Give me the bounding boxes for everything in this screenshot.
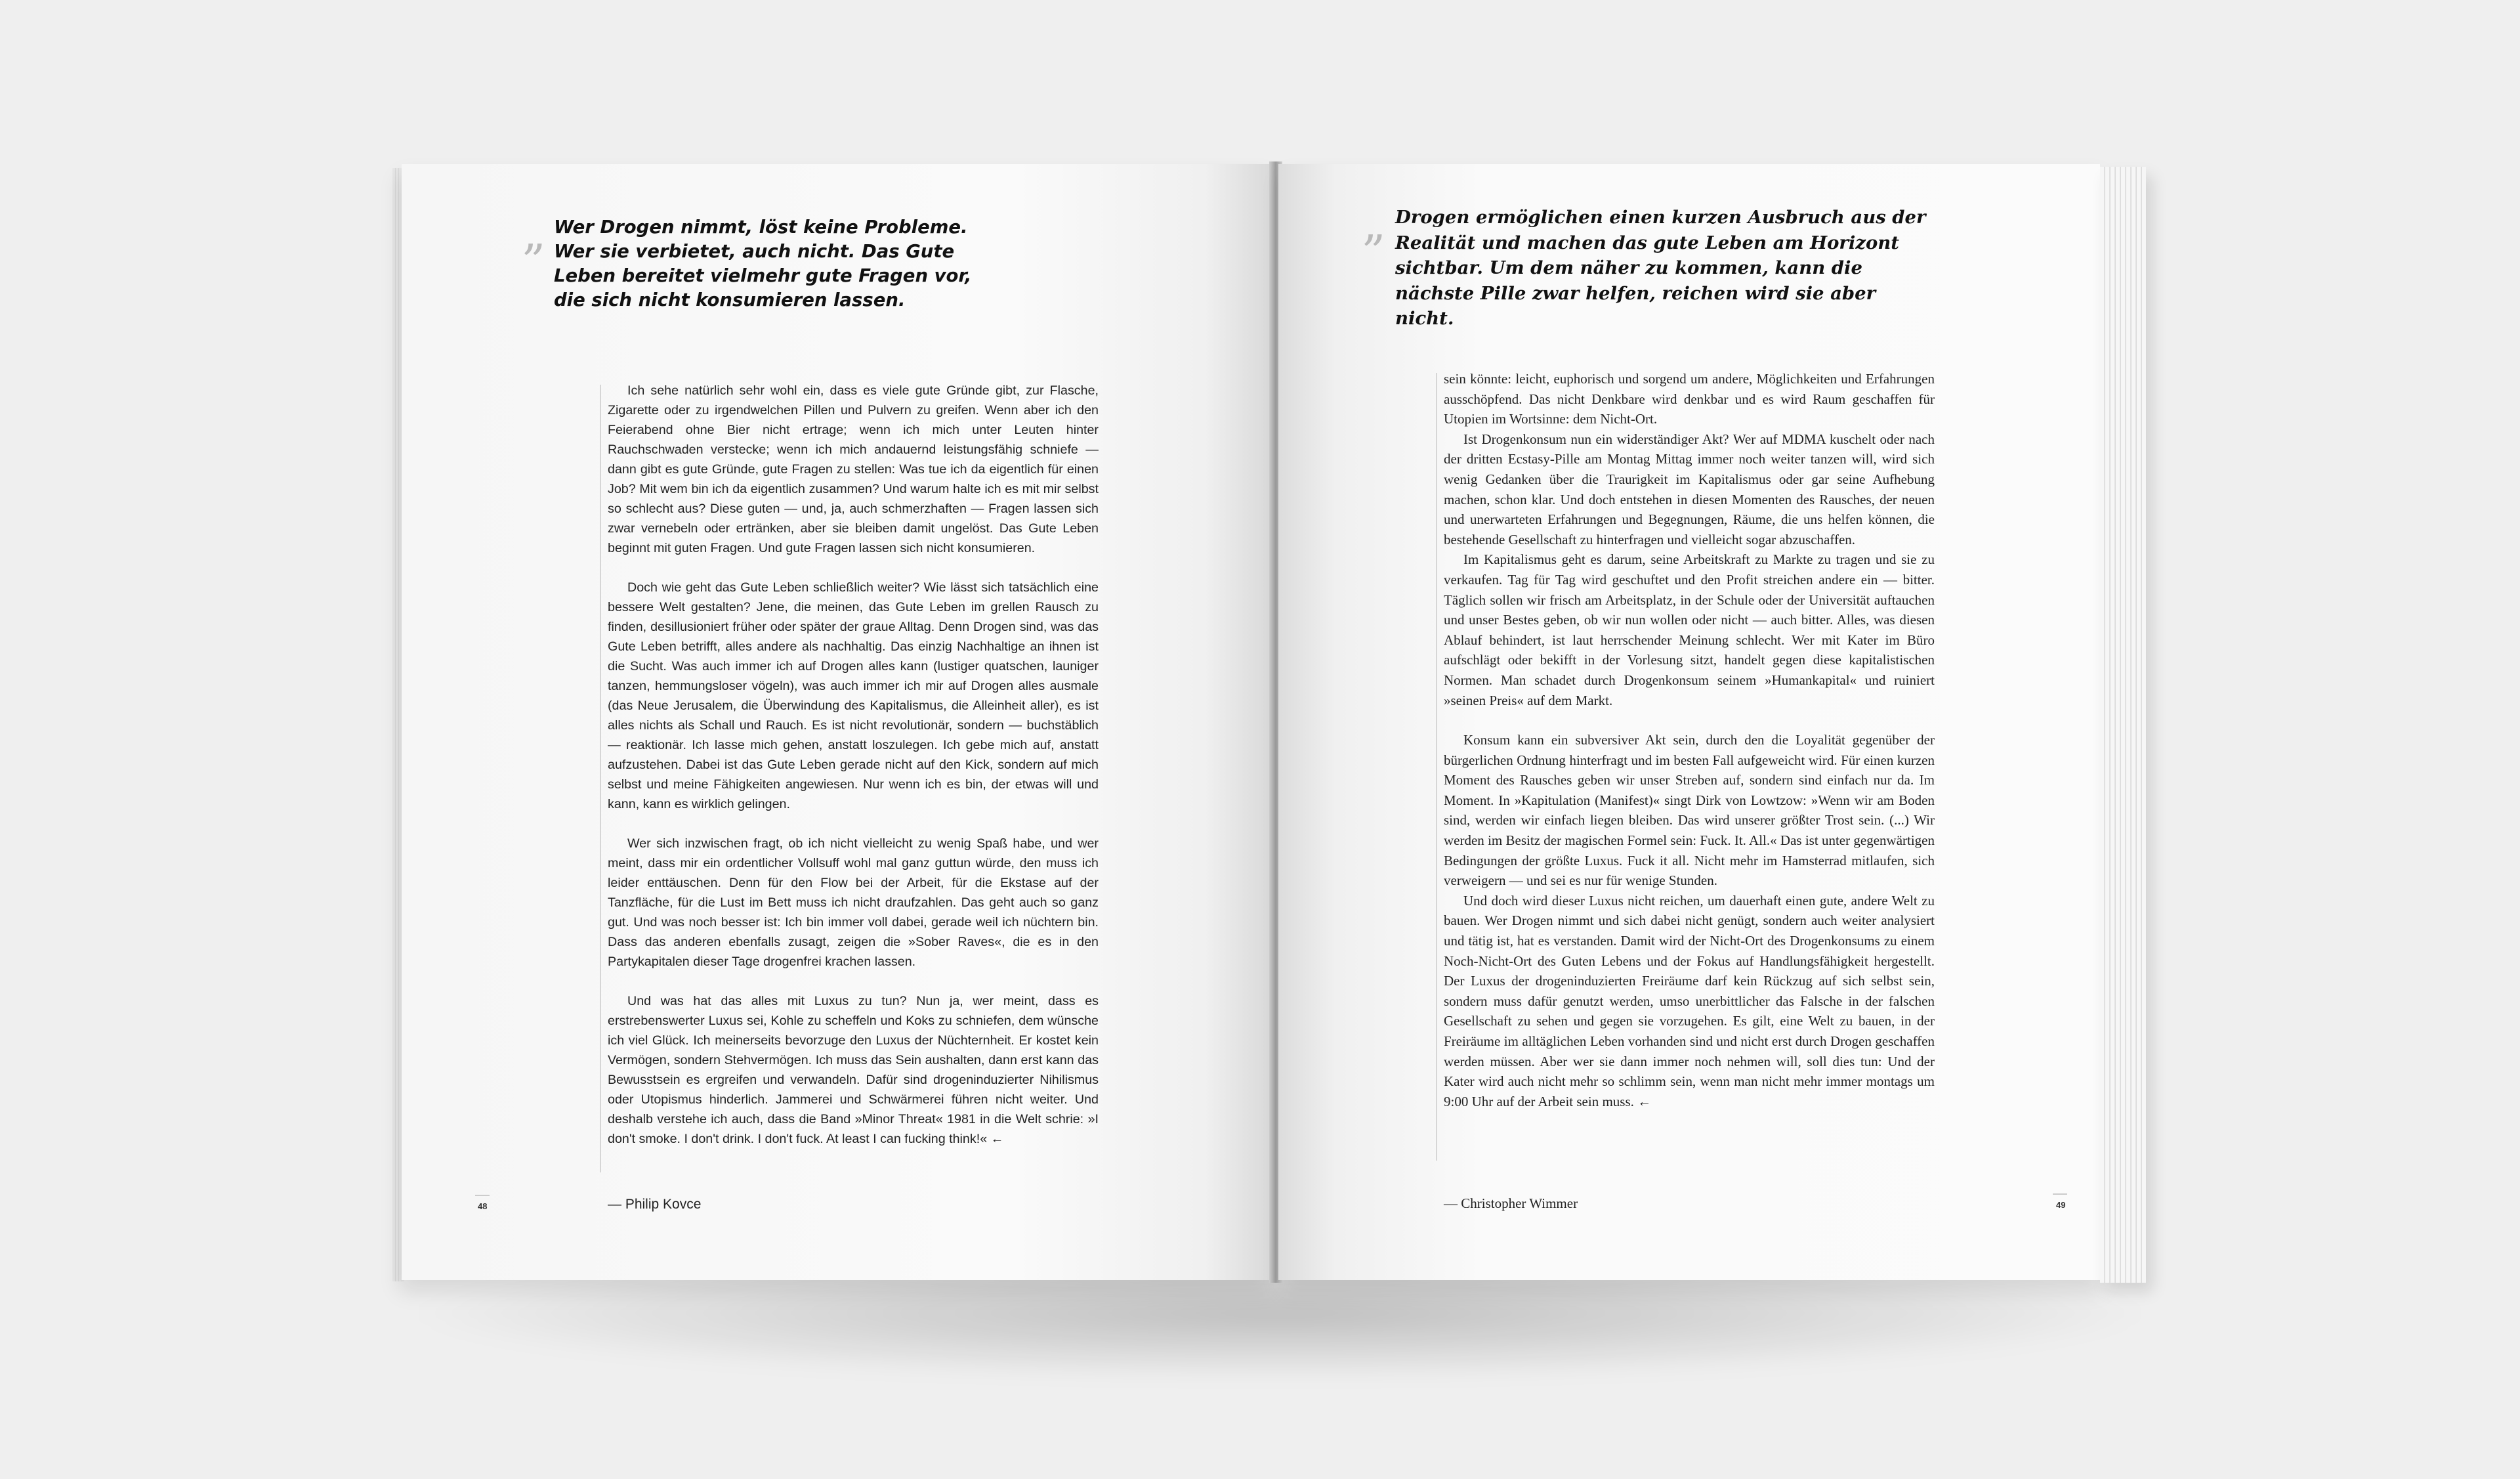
author-credit: — Philip Kovce [608, 1197, 702, 1212]
author-credit: — Christopher Wimmer [1444, 1195, 1578, 1211]
paragraph: Doch wie geht das Gute Leben schließlich weiter? Wie lässt sich tatsächlich eine bessere Welt gestalten? Jene, die meinen, das Gute Leben im grellen Rausch zu finden, desillusioniert früher oder später der graue Alltag. Denn Drogen sind, was das Gute Leben betrifft, alles andere als nachhaltig. Das einzig Nachhaltige an ihnen ist die Sucht. Was auch immer ich auf Drogen alles kann (lustiger quatschen, launiger tanzen, hemmungsloser vögeln), was auch immer ich mir auf Drogen alles ausmale (das Neue Jerusalem, die Überwindung des Kapitalismus, die Alleinheit aller), es ist alles nichts als Schall und Rauch. Es ist nicht revolutionär, sondern — buchstäblich — reaktionär. Ich lasse mich gehen, anstatt loszulegen. Ich gebe mich auf, anstatt aufzustehen. Dabei ist das Gute Leben gerade nicht auf den Kick, sondern auf mich selbst und meine Fähigkeiten angewiesen. Nur wenn ich es bin, der etwas will und kann, kann es wirklich gelingen. [608, 580, 1099, 811]
right-page-edges [2100, 167, 2146, 1283]
page-number: 48 [478, 1201, 488, 1211]
body-text [608, 381, 1099, 1149]
paragraph: Ist Drogenkonsum nun ein widerständiger Akt? Wer auf MDMA kuschelt oder nach der dritten Ecstasy-Pille am Montag Mittag immer noch weiter tanzen will, wird sich wenig Gedanken über die Traurigkeit im Kapitalismus oder gar seine Aufhebung machen, schon klar. Und doch entstehen in diesen Momenten des Rausches, der neuen und unerwarteten Erfahrungen und Begegnungen, Räume, die uns helfen können, die bestehende Gesellschaft zu hinterfragen und vielleicht sogar abzuschaffen. [1444, 431, 1935, 547]
page-number: 49 [2056, 1200, 2066, 1210]
column-rule [1436, 373, 1437, 1161]
quote-mark-icon: „ [522, 206, 547, 260]
paragraph: Konsum kann ein subversiver Akt sein, durch den die Loyalität gegenüber der bürgerlichen Ordnung hinterfragt und im besten Fall aufgeweicht wird. Für einen kurzen Moment des Rausches geben wir unser Streben auf, sondern sind einfach nur da. Im Moment. In »Kapitulation (Manifest)« singt Dirk von Lowtzow: »Wenn wir am Boden sind, werden wir einfach liegen bleiben. Das wird unserer größter Trost sein. (...) Wir werden im Besitz der magischen Formel sein: Fuck. It. All.« Das ist unter gegenwärtigen Bedingungen der größte Luxus. Fuck it all. Nicht mehr im Hamsterrad mitlaufen, sich verweigern — und sei es nur für wenige Stunden. [1444, 732, 1935, 889]
folio-rule [475, 1195, 490, 1196]
paragraph: Ich sehe natürlich sehr wohl ein, dass es viele gute Gründe gibt, zur Flasche, Zigarette oder zu irgendwelchen Pillen und Pulvern zu greifen. Wenn aber ich den Feierabend ohne Bier nicht ertrage; wenn ich mich unter Leuten hinter Rauchschwaden verstecke; wenn ich mich andauernd leistungsfähig schniefe — dann gibt es gute Gründe, gute Fragen zu stellen: Was tue ich da eigentlich für einen Job? Mit wem bin ich da eigentlich zusammen? Und warum halte ich es mit mir selbst so schlecht aus? Diese guten — und, ja, auch schmerzhaften — Fragen lassen sich zwar vernebeln oder ertränken, aber sie bleiben damit ungelöst. Das Gute Leben beginnt mit guten Fragen. Und gute Fragen lassen sich nicht konsumieren. [608, 383, 1099, 555]
folio-rule [2053, 1193, 2067, 1195]
right-page [1278, 164, 2100, 1280]
body-text [1444, 369, 1935, 1111]
paragraph: Wer sich inzwischen fragt, ob ich nicht vielleicht zu wenig Spaß habe, und wer meint, dass mir ein ordentlicher Vollsuff wohl mal ganz guttun würde, den muss ich leider enttäuschen. Denn für den Flow bei der Arbeit, für die Ekstase auf der Tanzfläche, für die Lust im Bett muss ich nicht draufzahlen. Das geht auch so ganz gut. Und was noch besser ist: Ich bin immer voll dabei, gerade weil ich nüchtern bin. Dass das anderen ebenfalls zusagt, zeigen die »Sober Raves«, die es in den Partykapitalen dieser Tage drogenfrei krachen lassen. [608, 836, 1099, 969]
paragraph: Und was hat das alles mit Luxus zu tun? Nun ja, wer meint, dass es erstrebenswerter Luxus sei, Kohle zu scheffeln und Koks zu schniefen, dem wünsche ich viel Glück. Ich meinerseits bevorzuge den Luxus der Nüchternheit. Er kostet kein Vermögen, sondern Stehvermögen. Ich muss das Sein aushalten, dann erst kann das Bewusstsein es ergreifen und verwandeln. Dafür sind drogeninduzierter Nihilismus oder Utopismus hinderlich. Jammerei und Schwärmerei führen nicht weiter. Und deshalb verstehe ich auch, dass die Band »Minor Threat« 1981 in die Welt schrie: »I don't smoke. I don't drink. I don't fuck. At least I can fucking think!« ← [608, 994, 1099, 1146]
column-rule [600, 385, 601, 1172]
paragraph: sein könnte: leicht, euphorisch und sorgend um andere, Möglichkeiten und Erfahrungen ausschöpfend. Das nicht Denkbare wird denkbar und es wird Raum geschaffen für Utopien im Wortsinne: dem Nicht-Ort. [1444, 371, 1935, 427]
quote-mark-icon: „ [1362, 197, 1387, 251]
left-page [402, 164, 1274, 1280]
pull-quote: Drogen ermöglichen einen kurzen Ausbruch aus der Realität und machen das gute Leben am Horizont sichtbar. Um dem näher zu kommen, kann die nächste Pille zwar helfen, reichen wird sie aber nicht. [1395, 207, 1926, 329]
paragraph: Im Kapitalismus geht es darum, seine Arbeitskraft zu Markte zu tragen und sie zu verkaufen. Tag für Tag wird geschuftet und den Profit streichen andere ein — bitter. Täglich sollen wir frisch am Arbeitsplatz, in der Schule oder der Universität auftauchen und unser Bestes geben, ob wir nun wollen oder nicht — auch bitter. Alles, was diesen Ablauf behindert, ist laut herrschender Meinung schlecht. Wer mit Kater im Büro aufschlägt oder bekifft in der Vorlesung sitzt, handelt gegen diese kapitalistischen Normen. Man schadet durch Drogenkonsum seinem »Humankapital« und ruiniert »seinen Preis« auf dem Markt. [1444, 551, 1935, 708]
pull-quote: Wer Drogen nimmt, löst keine Probleme. Wer sie verbietet, auch nicht. Das Gute Leben bereitet vielmehr gute Fragen vor, die sich nicht konsumieren lassen. [554, 217, 972, 311]
paragraph: Und doch wird dieser Luxus nicht reichen, um dauerhaft einen gute, andere Welt zu bauen. Wer Drogen nimmt und sich dabei nicht genügt, sondern auch weiter analysiert und tätig ist, hat es verstanden. Damit wird der Nicht-Ort des Drogenkonsums zu einem Noch-Nicht-Ort des Guten Lebens und der Fokus auf Handlungsfähigkeit hergestellt. Der Luxus der drogeninduzierten Freiräume darf kein Rückzug auf sich selbst sein, sondern muss dafür genutzt werden, umso unerbittlicher das Falsche in der falschen Gesellschaft zu sehen und gegen sie vorzugehen. Es gilt, eine Welt zu bauen, in der Freiräume im alltäglichen Leben vorhanden sind und nicht erst durch Drogen geschaffen werden müssen. Aber wer sie dann immer noch nehmen will, soll dies tun: Und der Kater wird auch nicht mehr so schlimm sein, wenn man nicht mehr immer montags um 9:00 Uhr auf der Arbeit sein muss. ← [1444, 892, 1935, 1109]
